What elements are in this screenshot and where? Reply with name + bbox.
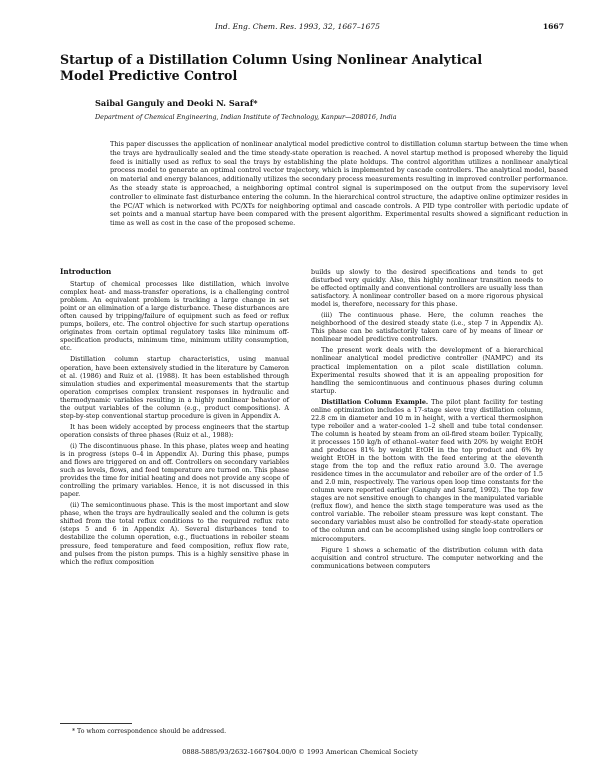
running-header xyxy=(60,22,564,36)
journal-citation: Ind. Eng. Chem. Res. 1993, 32, 1667–1675 xyxy=(215,22,380,31)
paragraph: The present work deals with the development of a hierarchical nonlinear analytical model predictive controller (NAMPC) and its practical implementation on a pilot scale distillation column. Experimental results showed that it is an appealing proposition for handling the semicontinuous and continuous phases during column startup. xyxy=(311,346,543,395)
right-column xyxy=(311,268,543,573)
footnote: * To whom correspondence should be addressed. xyxy=(72,728,227,735)
paragraph: Startup of chemical processes like distillation, which involve complex heat- and mass-transfer operations, is a challenging control problem. An equivalent problem is tracking a large change in set point or an elimination of a large disturbance. These disturbances are often caused by tripping/failure of equipment such as feed or reflux pumps, boilers, etc. The control objective for such startup operations originates from certain optimal regulatory tasks like minimum off-specification products, minimum time, minimum utility consumption, etc. xyxy=(60,280,289,353)
run-in-heading: Distillation Column Example. xyxy=(321,397,429,406)
paragraph: It has been widely accepted by process engineers that the startup operation consists of three phases (Ruiz et al., 1988): xyxy=(60,422,289,439)
author-list: Saibal Ganguly and Deoki N. Saraf* xyxy=(95,98,258,108)
footnote-rule xyxy=(60,723,132,724)
left-column xyxy=(60,268,289,569)
run-in-text: The pilot plant facility for testing online optimization includes a 17-stage sieve tray distillation column, 22.8 cm in diameter and 10 m in height, with a vertical thermosiphon type reboiler and a water-cooled 1–2 shell and tube total condenser. The column is heated by steam from an oil-fired steam boiler. Typically, it processes 150 kg/h of ethanol–water feed with 20% by weight EtOH and produces 81% by weight EtOH in the top product and 6% by weight EtOH in the bottom with the feed entering at the eleventh stage from the top and the reflux ratio around 3.0. The average residence times in the accumulator and reboiler are of the order of 1.5 and 2.0 min, respectively. The various open loop time constants for the column were reported earlier (Ganguly and Saraf, 1992). The top few stages are not sensitive enough to changes in the manipulated variable (reflux flow), and hence the sixth stage temperature was used as the control variable. The reboiler steam pressure was kept constant. The secondary variables must also be controlled for steady-state operation of the column and can be accomplished using single loop controllers or microcomputers. xyxy=(311,397,543,543)
copyright-footer: 0888-5885/93/2632-1667$04.00/0 © 1993 American Chemical Society xyxy=(182,748,418,756)
author-affiliation: Department of Chemical Engineering, Indian Institute of Technology, Kanpur—208016, India xyxy=(95,113,397,121)
section-heading-introduction: Introduction xyxy=(60,267,112,276)
page-number: 1667 xyxy=(542,22,564,31)
abstract: This paper discusses the application of nonlinear analytical model predictive control to distillation column startup between the time when the trays are hydraulically sealed and the time steady-state operation is reached. A novel startup method is proposed whereby the liquid feed is initially used as reflux to seal the trays by establishing the plate holdups. The control algorithm utilizes a nonlinear analytical process model to generate an optimal control vector trajectory, which is implemented by cascade controllers. The analytical model, based on material and energy balances, additionally utilizes the secondary process measurements resulting in improved controller performance. As the steady state is approached, a neighboring optimal control signal is superimposed on the output from the supervisory level controller to eliminate fast disturbance entering the column. In the hierarchical control structure, the adaptive online optimizer resides in the PC/AT which is networked with PC/XTs for neighboring optimal and cascade controls. A PID type controller with periodic update of set points and a manual startup have been compared with the present algorithm. Experimental results showed a significant reduction in time as well as cost in the case of the proposed scheme. xyxy=(110,140,568,228)
paragraph: (ii) The semicontinuous phase. This is the most important and slow phase, when the trays are hydraulically sealed and the column is gets shifted from the total reflux conditions to the required reflux rate (steps 5 and 6 in Appendix A). Several disturbances tend to destabilize the column operation, e.g., fluctuations in reboiler steam pressure, feed temperature and feed composition, reflux flow rate, and pulses from the piston pumps. This is a highly sensitive phase in which the reflux composition xyxy=(60,501,289,566)
paragraph: (iii) The continuous phase. Here, the column reaches the neighborhood of the desired steady state (i.e., step 7 in Appendix A). This phase can be satisfactorily taken care of by means of linear or nonlinear model predictive controllers. xyxy=(311,311,543,344)
paragraph: builds up slowly to the desired specifications and tends to get disturbed very quickly. Also, this highly nonlinear transition needs to be effected optimally and conventional controllers are usually less than satisfactory. A nonlinear controller based on a more rigorous physical model is, therefore, necessary for this phase. xyxy=(311,268,543,309)
paragraph: Figure 1 shows a schematic of the distribution column with data acquisition and control structure. The computer networking and the communications between computers xyxy=(311,545,543,570)
paragraph: (i) The discontinuous phase. In this phase, plates weep and heating is in progress (steps 0–4 in Appendix A). During this phase, pumps and flows are triggered on and off. Controllers on secondary variables such as levels, flows, and feed temperature are turned on. This phase provides the time for initial heating and does not provide any scope of controlling the primary variables. Hence, it is not discussed in this paper. xyxy=(60,441,289,499)
paragraph: Distillation column startup characteristics, using manual operation, have been extensively studied in the literature by Cameron et al. (1986) and Ruiz et al. (1988). It has been established through simulation studies and experimental measurements that the startup operation comprises complex transient responses in hydraulic and thermodynamic variables resulting in a highly nonlinear behavior of the output variables of the column (e.g., product compositions). A step-by-step conventional startup procedure is given in Appendix A. xyxy=(60,355,289,420)
article-title: Startup of a Distillation Column Using Nonlinear Analytical Model Predictive Control xyxy=(60,52,483,83)
paragraph-distillation-example xyxy=(311,398,543,543)
